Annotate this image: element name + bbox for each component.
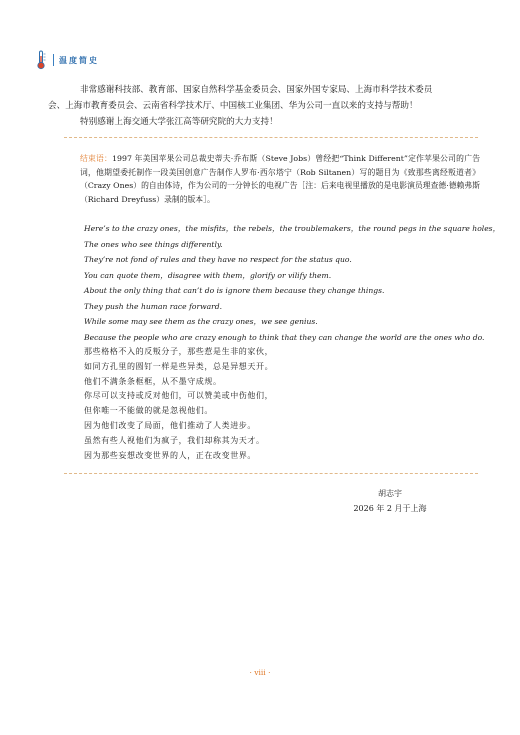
poem-en-line: While some may see them as the crazy ones，we see genius. xyxy=(84,317,318,326)
acknowledgements xyxy=(48,82,478,130)
poem-cn-line: 因为那些妄想改变世界的人，正在改变世界。 xyxy=(84,450,256,460)
ack-paragraph-2: 特别感谢上海交通大学张江高等研究院的大力支持！ xyxy=(80,117,278,127)
poem-en-line: They’re not fond of rules and they have no respect for the status quo. xyxy=(84,255,352,264)
divider-bottom xyxy=(64,473,478,474)
page-number: · viii · xyxy=(249,668,271,677)
poem-en-line: About the only thing that can’t do is ignore them because they change things. xyxy=(84,286,385,295)
poem-cn-line: 如同方孔里的圆钉一样是些异类，总是异想天开。 xyxy=(84,361,274,371)
closing-note-text: 1997 年美国苹果公司总裁史蒂夫·乔布斯（Steve Jobs）曾经把“Think Different”定作苹果公司的广告词，他期望委托制作一段美国创意广告制作人罗布·西尔塔宁（Rob Siltanen）写的题目为《致那些离经叛道者》（Crazy Ones）的自由体诗，作为公司的一分钟长的电视广告［注：后来电视里播放的是电影演员理查德·德赖弗斯（Richard Dreyfuss）录制的版本］。 xyxy=(80,154,480,204)
ack-paragraph-1-cont: 会、上海市教育委员会、云南省科学技术厅、中国核工业集团、华为公司一直以来的支持与帮助！ xyxy=(48,101,418,111)
running-header xyxy=(34,50,99,70)
poem-chinese xyxy=(84,345,494,463)
poem-en-line: The ones who see things differently. xyxy=(84,239,223,249)
signature xyxy=(320,486,460,516)
poem-en-line: Because the people who are crazy enough to think that they can change the world are the ones who do. xyxy=(84,332,485,342)
poem-en-line: They push the human race forward. xyxy=(84,301,223,311)
poem-cn-line: 他们不满条条框框，从不墨守成规。 xyxy=(84,376,222,386)
poem-cn-line: 因为他们改变了局面，他们推动了人类进步。 xyxy=(84,420,256,430)
signature-date: 2026 年 2 月于上海 xyxy=(353,504,427,513)
poem-en-line: You can quote them，disagree with them，glorify or vilify them. xyxy=(84,270,332,280)
author-name: 胡志宇 xyxy=(378,489,402,498)
poem-cn-line: 那些格格不入的反叛分子，那些惹是生非的家伙， xyxy=(84,347,274,356)
header-divider xyxy=(53,54,54,66)
divider-top xyxy=(64,137,478,138)
ack-paragraph-1: 非常感谢科技部、教育部、国家自然科学基金委员会、国家外国专家局、上海市科学技术委员 xyxy=(80,85,433,95)
poem-cn-line: 但你唯一不能做的就是忽视他们。 xyxy=(84,406,213,416)
poem-english xyxy=(84,221,501,345)
closing-note-label: 结束语： xyxy=(80,154,113,163)
poem-cn-line: 你尽可以支持或反对他们，可以赞美或中伤他们， xyxy=(84,391,274,401)
poem-en-line: Here’s to the crazy ones，the misfits，the rebels，the troublemakers，the round pegs in the square holes， xyxy=(84,224,501,233)
thermometer-icon xyxy=(34,50,48,70)
poem-cn-line: 虽然有些人视他们为疯子，我们却称其为天才。 xyxy=(84,435,265,445)
header-title: 温度简史 xyxy=(59,55,99,65)
closing-note xyxy=(80,152,480,206)
